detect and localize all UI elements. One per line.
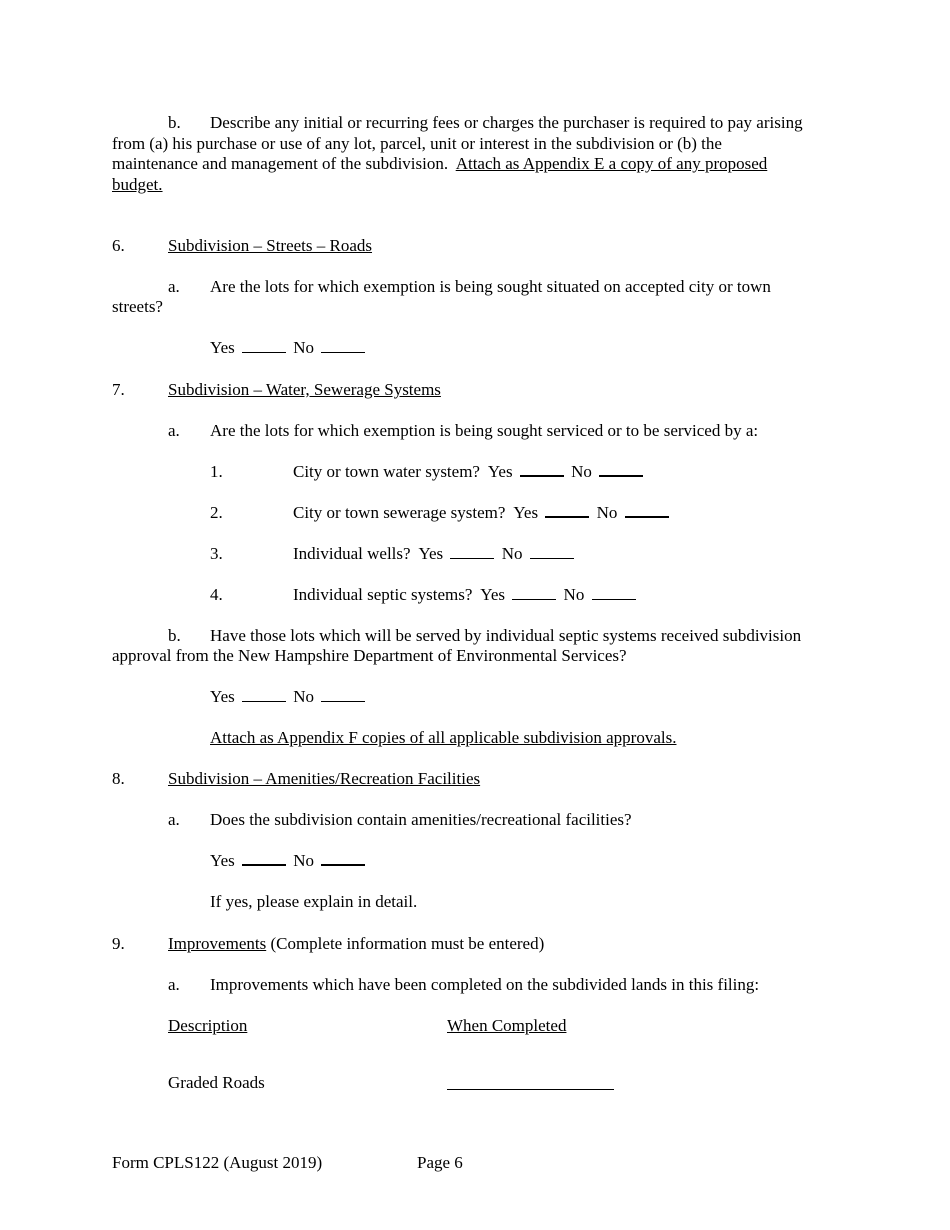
section-9a-text: Improvements which have been completed on the subdivided lands in this filing: xyxy=(210,975,760,994)
appendix-e-instruction-cont: budget. xyxy=(112,175,163,194)
no-blank[interactable] xyxy=(321,700,365,702)
no-label: No xyxy=(293,851,315,870)
section-7a-letter: a. xyxy=(168,421,180,440)
yes-blank[interactable] xyxy=(545,515,589,518)
section-7b-letter: b. xyxy=(168,626,181,645)
yes-blank[interactable] xyxy=(242,351,286,353)
yes-label: Yes xyxy=(487,462,513,481)
yes-blank[interactable] xyxy=(512,598,556,600)
improvement-row-graded-roads: Graded Roads xyxy=(168,1073,265,1092)
no-blank[interactable] xyxy=(321,351,365,353)
section-8a-letter: a. xyxy=(168,810,180,829)
section-6a-question: Are the lots for which exemption is being sought situated on accepted city or town xyxy=(210,277,771,296)
section-8a-answer xyxy=(210,851,368,872)
section-8a-explain: If yes, please explain in detail. xyxy=(210,892,418,911)
no-blank[interactable] xyxy=(592,598,636,600)
section-8-number: 8. xyxy=(112,769,125,788)
section-7a-item-2 xyxy=(293,503,672,524)
no-label: No xyxy=(571,462,592,481)
no-blank[interactable] xyxy=(321,863,365,866)
section-7a-item-4-number: 4. xyxy=(210,585,223,604)
section-5b-letter: b. xyxy=(168,113,181,132)
section-7a-item-3-number: 3. xyxy=(210,544,223,563)
section-8-title: Subdivision – Amenities/Recreation Facilities xyxy=(168,769,481,788)
no-label: No xyxy=(293,687,315,706)
yes-label: Yes xyxy=(513,503,539,522)
section-7-title: Subdivision – Water, Sewerage Systems xyxy=(168,380,441,399)
section-5b-text-part: maintenance and management of the subdivision. xyxy=(112,154,449,173)
section-9-heading xyxy=(168,934,544,955)
item-text: City or town sewerage system? xyxy=(293,503,506,522)
section-6a-question-cont: streets? xyxy=(112,297,163,316)
section-7a-item-4 xyxy=(293,585,639,606)
section-7a-item-2-number: 2. xyxy=(210,503,223,522)
appendix-e-instruction: Attach as Appendix E a copy of any proposed xyxy=(455,154,768,173)
section-9-note: (Complete information must be entered) xyxy=(270,934,545,953)
no-label: No xyxy=(293,338,315,357)
yes-blank[interactable] xyxy=(520,474,564,477)
no-blank[interactable] xyxy=(625,515,669,518)
no-blank[interactable] xyxy=(530,557,574,559)
footer-page-number: Page 6 xyxy=(417,1153,463,1172)
footer-form-id: Form CPLS122 (August 2019) xyxy=(112,1153,323,1172)
graded-roads-date-blank[interactable] xyxy=(447,1089,614,1090)
yes-blank[interactable] xyxy=(242,700,286,702)
no-label: No xyxy=(596,503,618,522)
column-header-description: Description xyxy=(168,1016,248,1035)
section-7a-item-1 xyxy=(293,462,646,483)
item-text: City or town water system? xyxy=(293,462,480,481)
appendix-f-instruction: Attach as Appendix F copies of all applicable subdivision approvals. xyxy=(210,728,677,747)
section-7a-question: Are the lots for which exemption is being sought serviced or to be serviced by a: xyxy=(210,421,759,440)
section-7b-question: Have those lots which will be served by individual septic systems received subdivision xyxy=(210,626,802,645)
section-6-number: 6. xyxy=(112,236,125,255)
yes-blank[interactable] xyxy=(450,557,494,559)
section-5b-text-line2: from (a) his purchase or use of any lot, parcel, unit or interest in the subdivision or (b) the xyxy=(112,134,722,153)
section-7b-answer xyxy=(210,687,368,708)
yes-label: Yes xyxy=(480,585,506,604)
yes-blank[interactable] xyxy=(242,863,286,866)
no-label: No xyxy=(563,585,585,604)
section-7a-item-1-number: 1. xyxy=(210,462,223,481)
section-7b-question-cont: approval from the New Hampshire Department of Environmental Services? xyxy=(112,646,627,665)
no-label: No xyxy=(501,544,523,563)
section-9a-letter: a. xyxy=(168,975,180,994)
section-5b-text-line3 xyxy=(112,154,767,175)
item-text: Individual wells? xyxy=(293,544,411,563)
section-6-title: Subdivision – Streets – Roads xyxy=(168,236,373,255)
section-6a-letter: a. xyxy=(168,277,180,296)
section-7-number: 7. xyxy=(112,380,125,399)
item-text: Individual septic systems? xyxy=(293,585,473,604)
yes-label: Yes xyxy=(210,851,235,870)
yes-label: Yes xyxy=(418,544,444,563)
section-6a-answer xyxy=(210,338,368,359)
section-7a-item-3 xyxy=(293,544,577,565)
column-header-when-completed: When Completed xyxy=(447,1016,567,1035)
section-9-number: 9. xyxy=(112,934,125,953)
section-8a-question: Does the subdivision contain amenities/recreational facilities? xyxy=(210,810,632,829)
yes-label: Yes xyxy=(210,687,235,706)
yes-label: Yes xyxy=(210,338,235,357)
no-blank[interactable] xyxy=(599,474,643,477)
section-9-title: Improvements xyxy=(168,934,267,953)
section-5b-text-line1: Describe any initial or recurring fees or charges the purchaser is required to pay arising xyxy=(210,113,803,132)
